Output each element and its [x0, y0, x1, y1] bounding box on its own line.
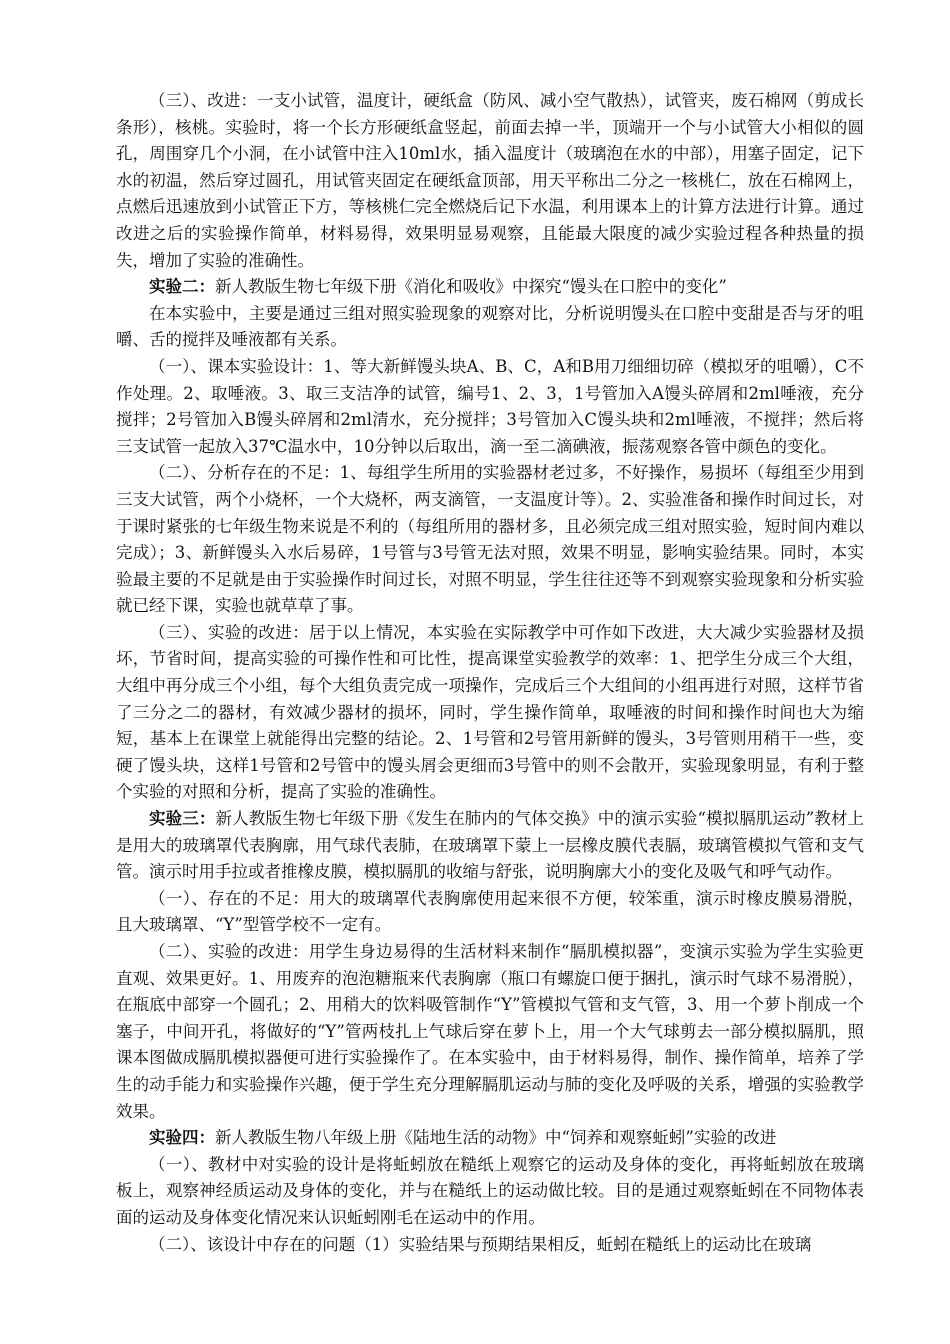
paragraph-text: （二）、分析存在的不足：1、每组学生所用的实验器材老过多，不好操作，易损坏（每组至少用到三支大试管，两个小烧杯，一个大烧杯，两支滴管，一支温度计等）。2、实验准备和操作时间过长，对于课时紧张的七年级生物来说是不利的（每组所用的器材多，且必须完成三组对照实验，短时间内难以完成）；3、新鲜馒头入水后易碎，1号管与3号管无法对照，效果不明显，影响实验结果。同时，本实验最主要的不足就是由于实验操作时间过长，对照不明显，学生往往还等不到观察实验现象和分析实验就已经下课，实验也就草草了事。 — [116, 463, 864, 616]
paragraph-intro — [116, 301, 864, 354]
paragraph-text: （三）、实验的改进：居于以上情况，本实验在实际教学中可作如下改进，大大减少实验器材及损坏，节省时间，提高实验的可操作性和可比性，提高课堂实验教学的效率：1、把学生分成三个大组，大组中再分成三个小组，每个大组负责完成一项操作，完成后三个大组间的小组再进行对照，这样节省了三分之二的器材，有效减少器材的损坏，同时，学生操作简单，取唾液的时间和操作时间也大为缩短，基本上在课堂上就能得出完整的结论。2、1号管和2号管用新鲜的馒头，3号管则用稍干一些，变硬了馒头块，这样1号管和2号管中的馒头屑会更细而3号管中的则不会散开，实验现象明显，有利于整个实验的对照和分析，提高了实验的准确性。 — [116, 622, 864, 802]
paragraph-text: （二）、实验的改进：用学生身边易得的生活材料来制作“膈肌模拟器”，变演示实验为学生实验更直观、效果更好。1、用废弃的泡泡糖瓶来代表胸廓（瓶口有螺旋口便于捆扎，演示时气球不易滑脱），在瓶底中部穿一个圆孔；2、用稍大的饮料吸管制作“Y”管模拟气管和支气管，3、用一个萝卜削成一个塞子，中间开孔，将做好的“Y”管两枝扎上气球后穿在萝卜上，用一个大气球剪去一部分模拟膈肌，照课本图做成膈肌模拟器便可进行实验操作了。在本实验中，由于材料易得，制作、操作简单，培养了学生的动手能力和实验操作兴趣，便于学生充分理解膈肌运动与肺的变化及呼吸的关系，增强的实验教学效果。 — [116, 942, 864, 1121]
paragraph-improvement — [116, 620, 864, 806]
experiment-label: 实验四： — [149, 1128, 215, 1148]
paragraph-textbook-design — [116, 1152, 864, 1232]
paragraph-text: （一）、存在的不足：用大的玻璃罩代表胸廓使用起来很不方便，较笨重，演示时橡皮膜易滑脱，且大玻璃罩、“Y”型管学校不一定有。 — [116, 888, 864, 935]
experiment-label: 实验三： — [149, 809, 216, 829]
experiment-2-heading — [116, 274, 864, 301]
experiment-title: 新人教版生物七年级下册《发生在肺内的气体交换》中的演示实验“模拟膈肌运动”教材上是用大的玻璃罩代表胸廓，用气球代表肺，在玻璃罩下蒙上一层橡皮膜代表膈，玻璃管模拟气管和支气管。演示时用手拉或者推橡皮膜，模拟膈肌的收缩与舒张，说明胸廓大小的变化及吸气和呼气动作。 — [116, 809, 865, 882]
experiment-label: 实验二： — [149, 277, 215, 297]
paragraph-improvement — [116, 939, 864, 1125]
paragraph-shortcomings — [116, 460, 864, 620]
paragraph-text: （一）、教材中对实验的设计是将蚯蚓放在糙纸上观察它的运动及身体的变化，再将蚯蚓放在玻璃板上，观察神经质运动及身体的变化，并与在糙纸上的运动做比较。目的是通过观察蚯蚓在不同物体表面的运动及身体变化情况来认识蚯蚓刚毛在运动中的作用。 — [116, 1154, 864, 1227]
experiment-title: 新人教版生物七年级下册《消化和吸收》中探究“馒头在口腔中的变化” — [215, 277, 727, 297]
document-body — [116, 88, 864, 1258]
paragraph-improvement-3 — [116, 88, 864, 274]
paragraph-text: 在本实验中，主要是通过三组对照实验现象的观察对比，分析说明馒头在口腔中变甜是否与牙的咀嚼、舌的搅拌及唾液都有关系。 — [116, 303, 864, 350]
paragraph-textbook-design — [116, 354, 864, 460]
paragraph-shortcomings — [116, 886, 864, 939]
paragraph-text: （三）、改进：一支小试管，温度计，硬纸盒（防风、减小空气散热），试管夹，废石棉网（剪成长条形），核桃。实验时，将一个长方形硬纸盒竖起，前面去掉一半，顶端开一个与小试管大小相似的圆孔，周围穿几个小洞，在小试管中注入10ml水，插入温度计（玻璃泡在水的中部），用塞子固定，记下水的初温，然后穿过圆孔，用试管夹固定在硬纸盒顶部，用天平称出二分之一核桃仁，放在石棉网上，点燃后迅速放到小试管正下方，等核桃仁完全燃烧后记下水温，利用课本上的计算方法进行计算。通过改进之后的实验操作简单，材料易得，效果明显易观察，且能最大限度的减少实验过程各种热量的损失，增加了实验的准确性。 — [116, 91, 864, 270]
paragraph-text: （一）、课本实验设计：1、等大新鲜馒头块A、B、C，A和B用刀细细切碎（模拟牙的咀嚼），C不作处理。2、取唾液。3、取三支洁净的试管，编号1、2、3，1号管加入A馒头碎屑和2ml唾液，充分搅拌；2号管加入B馒头碎屑和2ml清水，充分搅拌；3号管加入C馒头块和2ml唾液，不搅拌；然后将三支试管一起放入37℃温水中，10分钟以后取出，滴一至二滴碘液，振荡观察各管中颜色的变化。 — [116, 356, 864, 456]
experiment-3-heading — [116, 806, 864, 886]
paragraph-problems — [116, 1232, 864, 1259]
experiment-4-heading — [116, 1125, 864, 1152]
paragraph-text: （二）、该设计中存在的问题（1）实验结果与预期结果相反，蚯蚓在糙纸上的运动比在玻璃 — [149, 1234, 812, 1254]
experiment-title: 新人教版生物八年级上册《陆地生活的动物》中“饲养和观察蚯蚓”实验的改进 — [215, 1128, 777, 1148]
